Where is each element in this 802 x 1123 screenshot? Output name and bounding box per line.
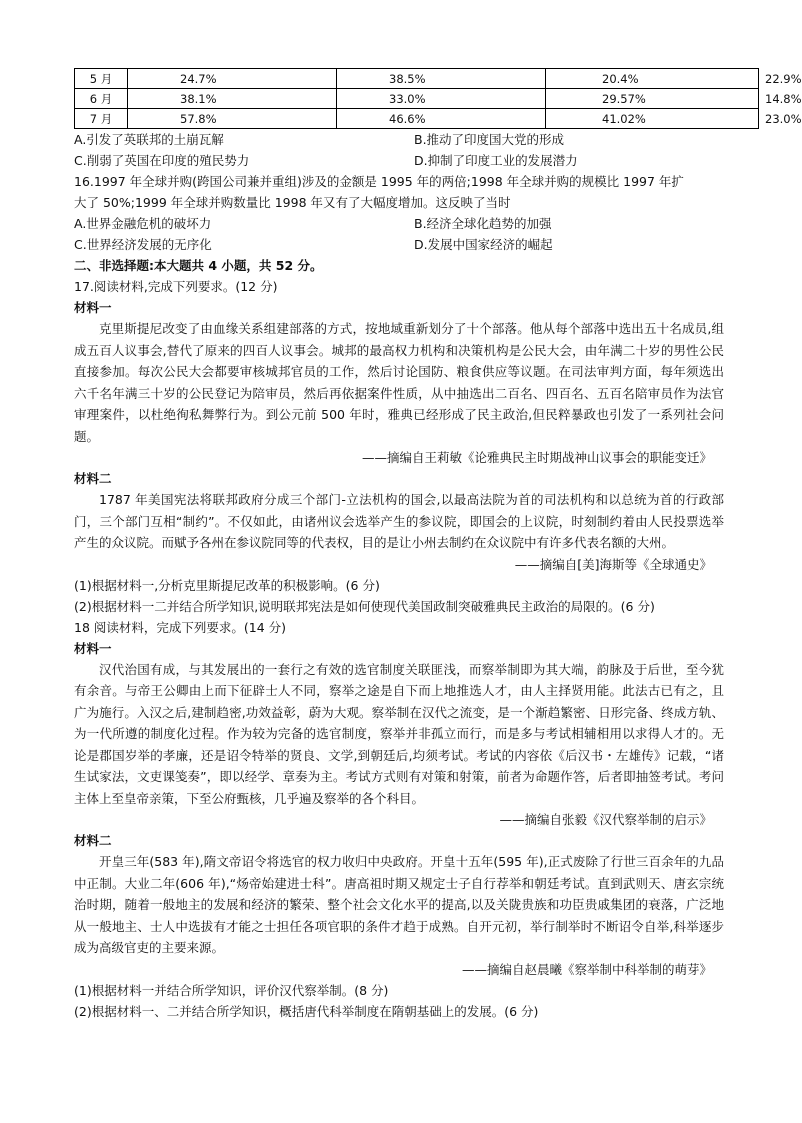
q18-material2-source: ——摘编自赵晨曦《察举制中科举制的萌芽》	[461, 961, 712, 977]
q18-material2-heading: 材料二	[74, 833, 112, 848]
text-line: 汉代治国有成，与其发展出的一套行之有效的选官制度关联匪浅，而察举制即为其大端，韵脉及于后	[99, 661, 661, 677]
q16-option-a: A.世界金融危机的破坏力	[74, 216, 212, 231]
text-line: 余年的九品中正制。大业二年(606 年),“炀帝始建进士科”。唐高祖时期又规定士子自行荐举和朝廷考试。	[74, 854, 724, 891]
text-line: 直到武则天、唐玄宗统治时期，随着一般地主的发展和经济的繁荣、整个社会文化水平的提高,以及关陇贵	[74, 875, 724, 912]
text-line: 有许多代表名额的大州。	[536, 535, 675, 550]
text-line: 已经形成了民主政治,但民粹暴政也引发了一系列社会问题。	[74, 407, 724, 444]
text-line: 开皇三年(583 年),隋文帝诏令将选官的权力收归中央政府。开皇十五年(595 年),正式废除了行世三百	[99, 854, 662, 869]
text-line: 考试方式则有对策和射策，前者为命题作答，后者即抽签考试。考问主体上至皇帝亲策，下至公府甄核，	[74, 769, 724, 806]
table-row: 7 月 57.8% 46.6% 41.02% 23.0%	[75, 109, 759, 129]
text-line: 自开元初，举行制举时不断诏令自举,科举逐步成为高级官吏的主要来源。	[74, 918, 724, 955]
table-cell: 41.02%	[546, 109, 759, 129]
text-line: 1787 年美国宪法将联邦政府分成三个部门-立法机构的国会,以最高法院为首的司法机构和以总统为首	[99, 492, 673, 507]
text-line: 能。此法古已有之，且广为施行。入汉之后,建制趋密,功效益彰，蔚为大观。察举制在汉代之流变，是一个	[74, 683, 724, 720]
q17-material1-text	[74, 318, 724, 447]
q18-sub1: (1)根据材料一并结合所学知识，评价汉代察举制。(8 分)	[74, 982, 389, 998]
text-line: 世，至今犹有余音。与帝王公卿由上而下征辟士人不同，察举之途是自下而上地推选人才，由人主择贤用	[74, 661, 724, 698]
exam-page	[74, 68, 802, 1022]
table-cell-month: 5 月	[75, 69, 128, 89]
q16-stem: 16.1997 年全球并购(跨国公司兼并重组)涉及的金额是 1995 年的两倍;1998 年全球并购的规模比 1997 年扩	[74, 174, 684, 189]
q16-option-b: B.经济全球化趋势的加强	[414, 216, 552, 231]
q15-option-d: D.抑制了印度工业的发展潜力	[414, 153, 578, 168]
text-line: 几乎遍及察举的各个科目。	[274, 790, 425, 806]
text-line: 约着由人民投票选举产生的众议院。而赋予各州在参议院同等的代表权，目的是让小州去制约在众议院中	[74, 513, 724, 550]
text-line: 十名成员,组成五百人议事会,替代了原来的四百人议事会。城邦的最高权力机构和决策机构是公民大会，由	[74, 321, 724, 358]
table-cell-month: 7 月	[75, 109, 128, 129]
q18-material1-text	[74, 659, 724, 810]
text-line: 渐趋繁密、日形完备、终成方轨、为一代所遵的制度化过程。作为较为完备的选官制度，察举并非孤立而	[74, 704, 724, 741]
q18-sub2: (2)根据材料一、二并结合所学知识，概括唐代科举制度在隋朝基础上的发展。(6 分)	[74, 1003, 539, 1019]
text-line: 克里斯提尼改变了由血缘关系组建部落的方式，按地域重新划分了十个部落。他从每个部落中选出五	[99, 321, 657, 336]
text-line: 族和功臣贵戚集团的衰落，广泛地从一般地主、士人中选拔有才能之士担任各项官职的条件才趋于成熟。	[74, 897, 724, 934]
q17-material2-source: ——摘编自[美]海斯等《全球通史》	[514, 556, 712, 572]
q17-title: 17.阅读材料,完成下列要求。(12 分)	[74, 279, 278, 294]
table-cell: 38.5%	[337, 69, 546, 89]
q18-material1-source: ——摘编自张毅《汉代察举制的启示》	[499, 812, 712, 827]
table-cell: 29.57%	[546, 89, 759, 109]
q18-material2-text	[74, 851, 724, 959]
table-cell: 38.1%	[128, 89, 337, 109]
q15-option-a: A.引发了英联邦的土崩瓦解	[74, 132, 224, 147]
table-row: 6 月 38.1% 33.0% 29.57% 14.8%	[75, 89, 759, 109]
table-cell: 24.7%	[128, 69, 337, 89]
data-table	[74, 68, 802, 129]
text-line: 行，而是多与考试相辅相用以求得人才的。无论是郡国岁举的孝廉，还是诏令特举的贤良、文学,到朝廷后,	[74, 726, 724, 763]
table-row: 5 月 24.7% 38.5% 20.4% 22.9%	[75, 69, 759, 89]
q18-title: 18 阅读材料，完成下列要求。(14 分)	[74, 619, 287, 635]
text-line: 均须考试。考试的内容依《后汉书・左雄传》记载，“诸生试家法，文吏课笺奏”，即以经学、章奏为主。	[74, 747, 724, 784]
q17-material2-heading: 材料二	[74, 471, 112, 486]
q15-option-c: C.削弱了英国在印度的殖民势力	[74, 153, 250, 168]
q17-material2-text	[74, 489, 724, 554]
q15-options	[74, 129, 724, 171]
q18-material1-heading: 材料一	[74, 640, 112, 656]
table-cell: 33.0%	[337, 89, 546, 109]
table-cell: 46.6%	[337, 109, 546, 129]
q17-material1-heading: 材料一	[74, 300, 112, 315]
table-cell: 57.8%	[128, 109, 337, 129]
q16-option-d: D.发展中国家经济的崛起	[414, 237, 553, 252]
text-line: 年满二十岁的男性公民直接参加。每次公民大会都要审核城邦官员的工作，然后讨论国防、粮食供应等议	[74, 342, 724, 379]
q16-stem-cont: 大了 50%;1999 年全球并购数量比 1998 年又有了大幅度增加。这反映了当时	[74, 195, 511, 210]
q16-options	[74, 213, 724, 255]
section-heading: 二、非选择题:本大题共 4 小题，共 52 分。	[74, 258, 323, 273]
q17-sub2: (2)根据材料一二并结合所学知识,说明联邦宪法是如何使现代美国政制突破雅典民主政治的局限的。(6 分)	[74, 598, 655, 614]
q17-material1-source: ——摘编自王莉敏《论雅典民主时期战神山议事会的职能变迁》	[361, 450, 712, 465]
table-cell: 20.4%	[546, 69, 759, 89]
q17-sub1: (1)根据材料一,分析克里斯提尼改革的积极影响。(6 分)	[74, 577, 380, 593]
q16-option-c: C.世界经济发展的无序化	[74, 237, 212, 252]
q15-option-b: B.推动了印度国大党的形成	[414, 132, 565, 147]
table-cell-month: 6 月	[75, 89, 128, 109]
text-line: 题。在司法审判方面，每年须选出六千名年满三十岁的公民登记为陪审员，然后再依据案件性质，从中抽	[74, 364, 724, 401]
text-line: 选出二百名、四百名、五百名陪审员作为法官审理案件，以杜绝徇私舞弊行为。到公元前 500 年时，雅典	[74, 385, 724, 422]
text-line: 的行政部门，三个部门互相“制约”。不仅如此，由诸州议会选举产生的参议院，即国会的上议院，时刻制	[74, 492, 724, 529]
